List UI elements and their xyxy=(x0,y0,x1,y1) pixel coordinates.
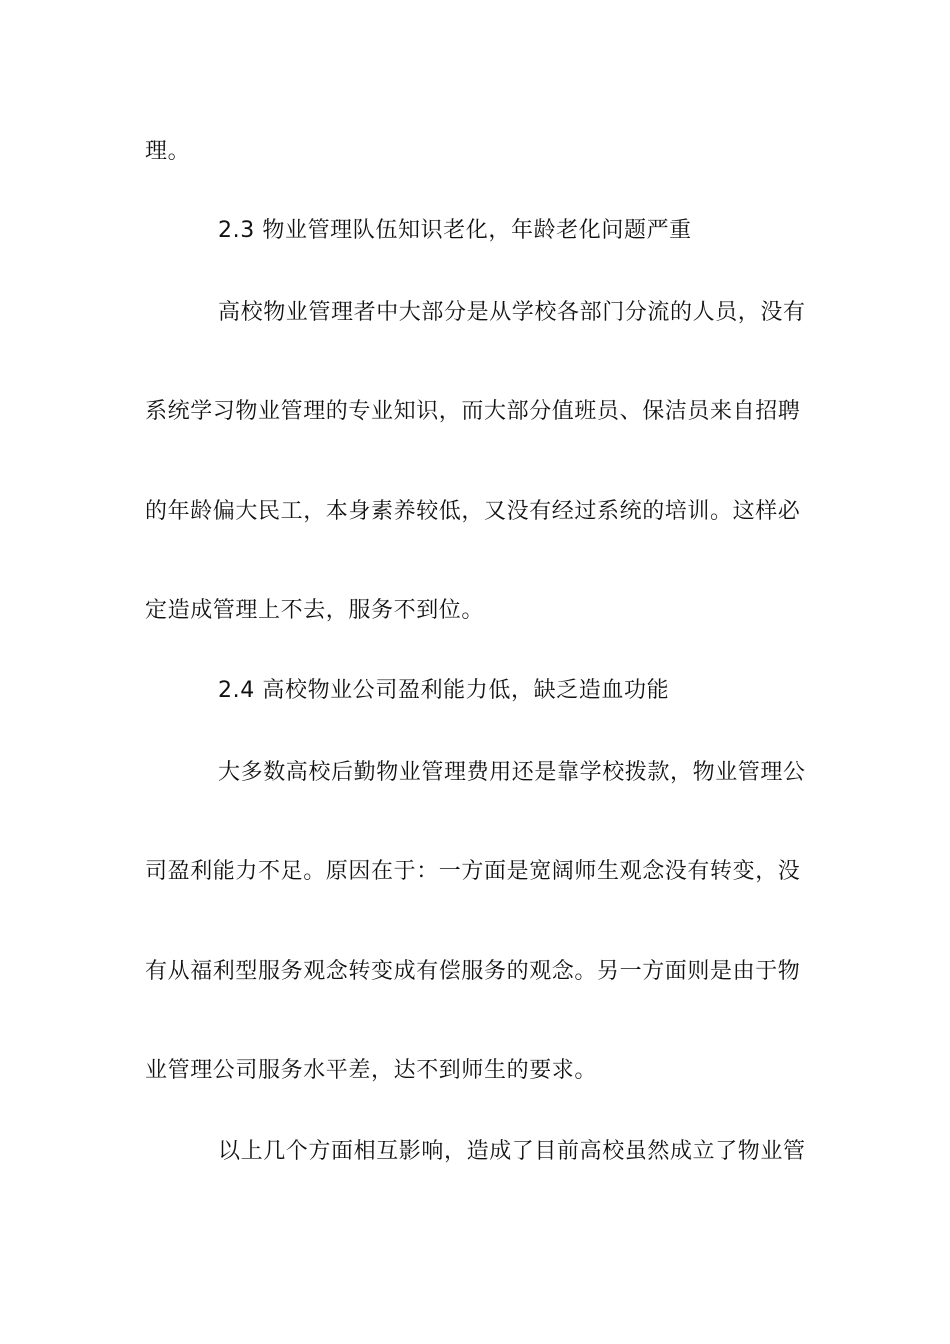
paragraph-line: 系统学习物业管理的专业知识，而大部分值班员、保洁员来自招聘 xyxy=(145,399,801,424)
section-heading-2-4: 2.4 高校物业公司盈利能力低，缺乏造血功能 xyxy=(218,678,670,703)
paragraph-line: 有从福利型服务观念转变成有偿服务的观念。另一方面则是由于物 xyxy=(145,959,801,984)
paragraph-continuation-line: 理。 xyxy=(145,139,191,164)
paragraph-line: 的年龄偏大民工，本身素养较低，又没有经过系统的培训。这样必 xyxy=(145,499,801,524)
paragraph-line: 大多数高校后勤物业管理费用还是靠学校拨款，物业管理公 xyxy=(218,760,806,785)
paragraph-line: 以上几个方面相互影响，造成了目前高校虽然成立了物业管 xyxy=(218,1139,806,1164)
paragraph-line: 定造成管理上不去，服务不到位。 xyxy=(145,598,485,623)
paragraph-line: 司盈利能力不足。原因在于：一方面是宽阔师生观念没有转变，没 xyxy=(145,859,801,884)
paragraph-line: 业管理公司服务水平差，达不到师生的要求。 xyxy=(145,1058,598,1083)
paragraph-line: 高校物业管理者中大部分是从学校各部门分流的人员，没有 xyxy=(218,300,806,325)
section-heading-2-3: 2.3 物业管理队伍知识老化，年龄老化问题严重 xyxy=(218,218,692,243)
